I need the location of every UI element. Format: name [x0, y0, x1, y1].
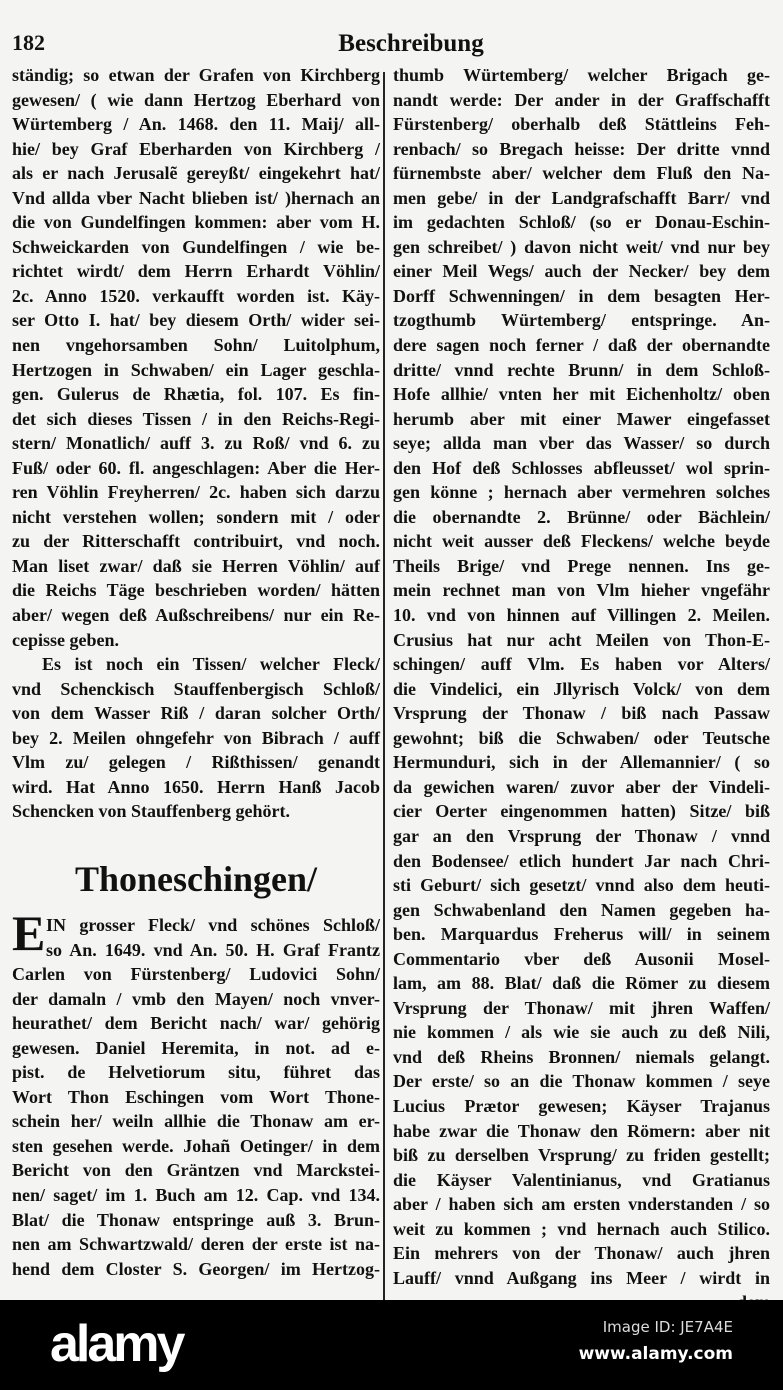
text-line: heurathet/ dem Bericht nach/ war/ gehörig [12, 1013, 380, 1034]
text-line: nie kommen / als wie sie auch zu deß Nili, [393, 1022, 770, 1043]
text-line: die obernandte 2. Brünne/ oder Bächlein/ [393, 506, 770, 527]
text-line: zu der Ritterschafft contribuirt, vnd noch. [12, 531, 380, 552]
text-line: Vlm zu/ gelegen / Rißthissen/ genandt [12, 752, 380, 773]
text-line: biß zu derselben Vrsprung/ zu friden gestellt; [393, 1145, 770, 1166]
text-line: Vnd allda vber Nacht blieben ist/ )hernach an [12, 187, 380, 208]
section-heading: Thoneschingen/ [74, 859, 318, 899]
text-line: weit zu kommen ; vnd hernach auch Stilico. [393, 1218, 770, 1239]
alamy-logo: alamy [50, 1315, 183, 1373]
text-line: renbach/ so Bregach heisse: Der dritte vnnd [393, 138, 770, 159]
text-line: ren Vöhlin Freyherren/ 2c. haben sich darzu [12, 482, 380, 503]
text-line: Dorff Schwenningen/ in dem besagten Her- [393, 285, 770, 306]
site-url: www.alamy.com [578, 1344, 733, 1364]
text-line: hie/ bey Graf Eberharden von Kirchberg / [12, 138, 380, 159]
text-line: lam, am 88. Blat/ daß die Römer zu diesem [393, 973, 770, 994]
text-line: aber/ wegen deß Außschreibens/ nur ein Re- [12, 605, 380, 626]
text-line: nen am Schwartzwald/ deren der erste ist na- [12, 1234, 380, 1255]
text-line: seye; allda man vber das Wasser/ so durch [393, 433, 770, 454]
text-line: 10. vnd von hinnen auf Villingen 2. Meilen. [393, 605, 770, 626]
text-line: Ein mehrers von der Thonaw/ auch jhren [393, 1243, 770, 1264]
text-line: Man liset zwar/ daß sie Herren Vöhlin/ auf [12, 555, 380, 576]
text-line: fürnembste aber/ welcher dem Fluß den Na- [393, 163, 770, 184]
text-line: vnd deß Rheins Bronnen/ niemals gelangt. [393, 1046, 770, 1067]
text-line: gewesen/ ( wie dann Hertzog Eberhard von [12, 89, 380, 110]
column-divider [383, 72, 385, 1300]
text-line: ständig; so etwan der Grafen von Kirchberg [12, 65, 380, 85]
text-line: Lucius Prætor gewesen; Käyser Trajanus [393, 1095, 770, 1116]
text-line: die Reichs Täge beschrieben worden/ hätten [12, 580, 380, 601]
text-line: dritte/ vnnd rechte Brunn/ in dem Schloß- [393, 359, 770, 380]
text-line: von dem Wasser Riß / daran solcher Orth/ [12, 703, 380, 724]
watermark-bar [0, 1300, 783, 1390]
text-line: men gebe/ in der Landgrafschafft Barr/ vnd [393, 187, 770, 208]
text-line: richtet wirdt/ dem Herrn Erhardt Vöhlin/ [12, 261, 380, 282]
text-line: Würtemberg / An. 1468. den 11. Maij/ all- [12, 114, 380, 135]
text-line: Hofe allhie/ vnten her mit Eichenholtz/ oben [393, 384, 770, 405]
text-line: gen könne ; hernach aber vermehren solches [393, 482, 770, 503]
text-line: gen. Gulerus de Rhætia, fol. 107. Es fin- [12, 384, 380, 405]
text-line: gar an den Vrsprung der Thonaw / vnnd [393, 825, 770, 846]
text-line: Hermunduri, sich in der Allemannier/ ( so [393, 752, 770, 773]
text-line: cier Oerter eingenommen hatten) Sitze/ biß [393, 801, 770, 822]
text-line: ben. Marquardus Freherus will/ in seinem [393, 924, 770, 945]
page-number: 182 [12, 30, 45, 55]
text-line: wird. Hat Anno 1650. Herrn Hanß Jacob [12, 776, 380, 797]
text-line: der damaln / vmb den Mayen/ noch vnver- [12, 988, 380, 1009]
left-column-section-text [12, 913, 380, 1281]
text-line: Bericht von den Gräntzen vnd Marckstei- [12, 1160, 380, 1181]
drop-cap: E [12, 905, 46, 961]
text-line: det sich dieses Tissen / in den Reichs-Regi- [12, 408, 380, 429]
text-line: nicht weit ausser deß Fleckens/ welche beyde [393, 531, 770, 552]
text-line: thumb Würtemberg/ welcher Brigach ge- [393, 65, 770, 85]
text-line: sten gesehen werde. Johañ Oetinger/ in dem [12, 1135, 380, 1156]
text-line: gewesen. Daniel Heremita, in not. ad e- [12, 1037, 380, 1058]
text-line: Crusius hat nur acht Meilen von Thon-E- [393, 629, 770, 650]
text-line: sti Geburt/ sich gesetzt/ vnnd also dem heuti- [393, 875, 770, 896]
text-line: Schweickarden von Gundelfingen / wie be- [12, 236, 380, 257]
text-line: pist. de Helvetiorum situ, führet das [12, 1062, 380, 1083]
text-line: den Bodensee/ etlich hundert Jar nach Chri- [393, 850, 770, 871]
text-line: schingen/ auff Vlm. Es haben vor Alters/ [393, 654, 770, 675]
text-line: Hertzogen in Schwaben/ ein Lager geschla- [12, 359, 380, 380]
text-line: tzogthumb Würtemberg/ entspringe. An- [393, 310, 770, 331]
text-line: Wort Thon Eschingen vom Wort Thone- [12, 1086, 380, 1107]
right-column-text [393, 63, 770, 1315]
text-line: schein her/ weiln allhie die Thonaw am er- [12, 1111, 380, 1132]
text-line: ser Otto I. hat/ bey diesem Orth/ wider sei- [12, 310, 380, 331]
text-line: Fuß/ oder 60. fl. angeschlagen: Aber die Her- [12, 457, 380, 478]
text-line: habe zwar die Thonaw den Römern: aber nit [393, 1120, 770, 1141]
text-line: gen schreibet/ ) davon nicht weit/ vnd nur bey [393, 236, 770, 257]
text-line: nen/ saget/ im 1. Buch am 12. Cap. vnd 134. [12, 1185, 380, 1206]
image-id: Image ID: JE7A4E [602, 1318, 733, 1336]
text-line: einer Meil Wegs/ auch der Necker/ bey dem [393, 261, 770, 282]
text-line: mein rechnet man von Vlm hieher vngefähr [393, 580, 770, 601]
text-line: nandt werde: Der ander in der Graffschafft [393, 89, 770, 110]
text-line: nicht verstehen wollen; sondern mit / oder [12, 506, 380, 527]
text-line: als er nach Jerusalẽ gereyßt/ eingekehrt hat/ [12, 163, 380, 184]
text-line: die Vindelici, ein Jllyrisch Volck/ von dem [393, 678, 770, 699]
text-line: Vrsprung der Thonaw / biß nach Passaw [393, 703, 770, 724]
text-line: Lauff/ vnnd Außgang ins Meer / wirdt in [393, 1267, 770, 1288]
text-line: Schencken von Stauffenberg gehört. [12, 801, 290, 822]
text-line: cepisse geben. [12, 629, 119, 650]
text-line: herumb aber mit einer Mawer eingefasset [393, 408, 770, 429]
text-line: vnd Schenckisch Stauffenbergisch Schloß/ [12, 678, 380, 699]
text-line: so An. 1649. vnd An. 50. H. Graf Frantz [46, 939, 380, 960]
text-line: den Hof deß Schlosses abfleusset/ wol sprin- [393, 457, 770, 478]
text-line: im gedachten Schloß/ (so er Donau-Eschin- [393, 212, 770, 233]
text-line: Theils Brige/ vnd Prege nennen. Ins ge- [393, 555, 770, 576]
text-line: bey 2. Meilen ohngefehr von Bibrach / auff [12, 727, 380, 748]
text-line: stern/ Monatlich/ auff 3. zu Roß/ vnd 6. zu [12, 433, 380, 454]
running-title: Beschreibung [338, 30, 484, 57]
text-line: gewohnt; biß die Schwaben/ oder Teutsche [393, 727, 770, 748]
text-line: 2c. Anno 1520. verkaufft worden ist. Käy- [12, 285, 380, 306]
text-line: Vrsprung der Thonaw/ mit jhren Waffen/ [393, 997, 770, 1018]
text-line: Commentario vber deß Ausonii Mosel- [393, 948, 770, 969]
text-line: die Käyser Valentinianus, vnd Gratianus [393, 1169, 770, 1190]
text-line: IN grosser Fleck/ vnd schönes Schloß/ [46, 915, 380, 935]
text-line: hend dem Closter S. Georgen/ im Hertzog- [12, 1258, 380, 1279]
text-line: Blat/ die Thonaw entspringe auß 3. Brun- [12, 1209, 380, 1230]
text-line: gen Schwabenland den Namen gegeben ha- [393, 899, 770, 920]
text-line: Es ist noch ein Tissen/ welcher Fleck/ [42, 654, 380, 675]
left-column-text [12, 63, 380, 824]
text-line: die von Gundelfingen kommen: aber vom H. [12, 212, 380, 233]
text-line: dere sagen noch ferner / daß der obernandte [393, 335, 770, 356]
text-line: Der erste/ so an die Thonaw kommen / seye [393, 1071, 770, 1092]
text-line: Carlen von Fürstenberg/ Ludovici Sohn/ [12, 964, 380, 985]
text-line: nen vngehorsamben Sohn/ Luitolphum, [12, 335, 380, 356]
text-line: aber / haben sich am ersten vnderstanden / so [393, 1194, 770, 1215]
text-line: Fürstenberg/ oberhalb deß Stättleins Feh- [393, 114, 770, 135]
text-line: da gewichen waren/ zuvor aber der Vindeli- [393, 776, 770, 797]
